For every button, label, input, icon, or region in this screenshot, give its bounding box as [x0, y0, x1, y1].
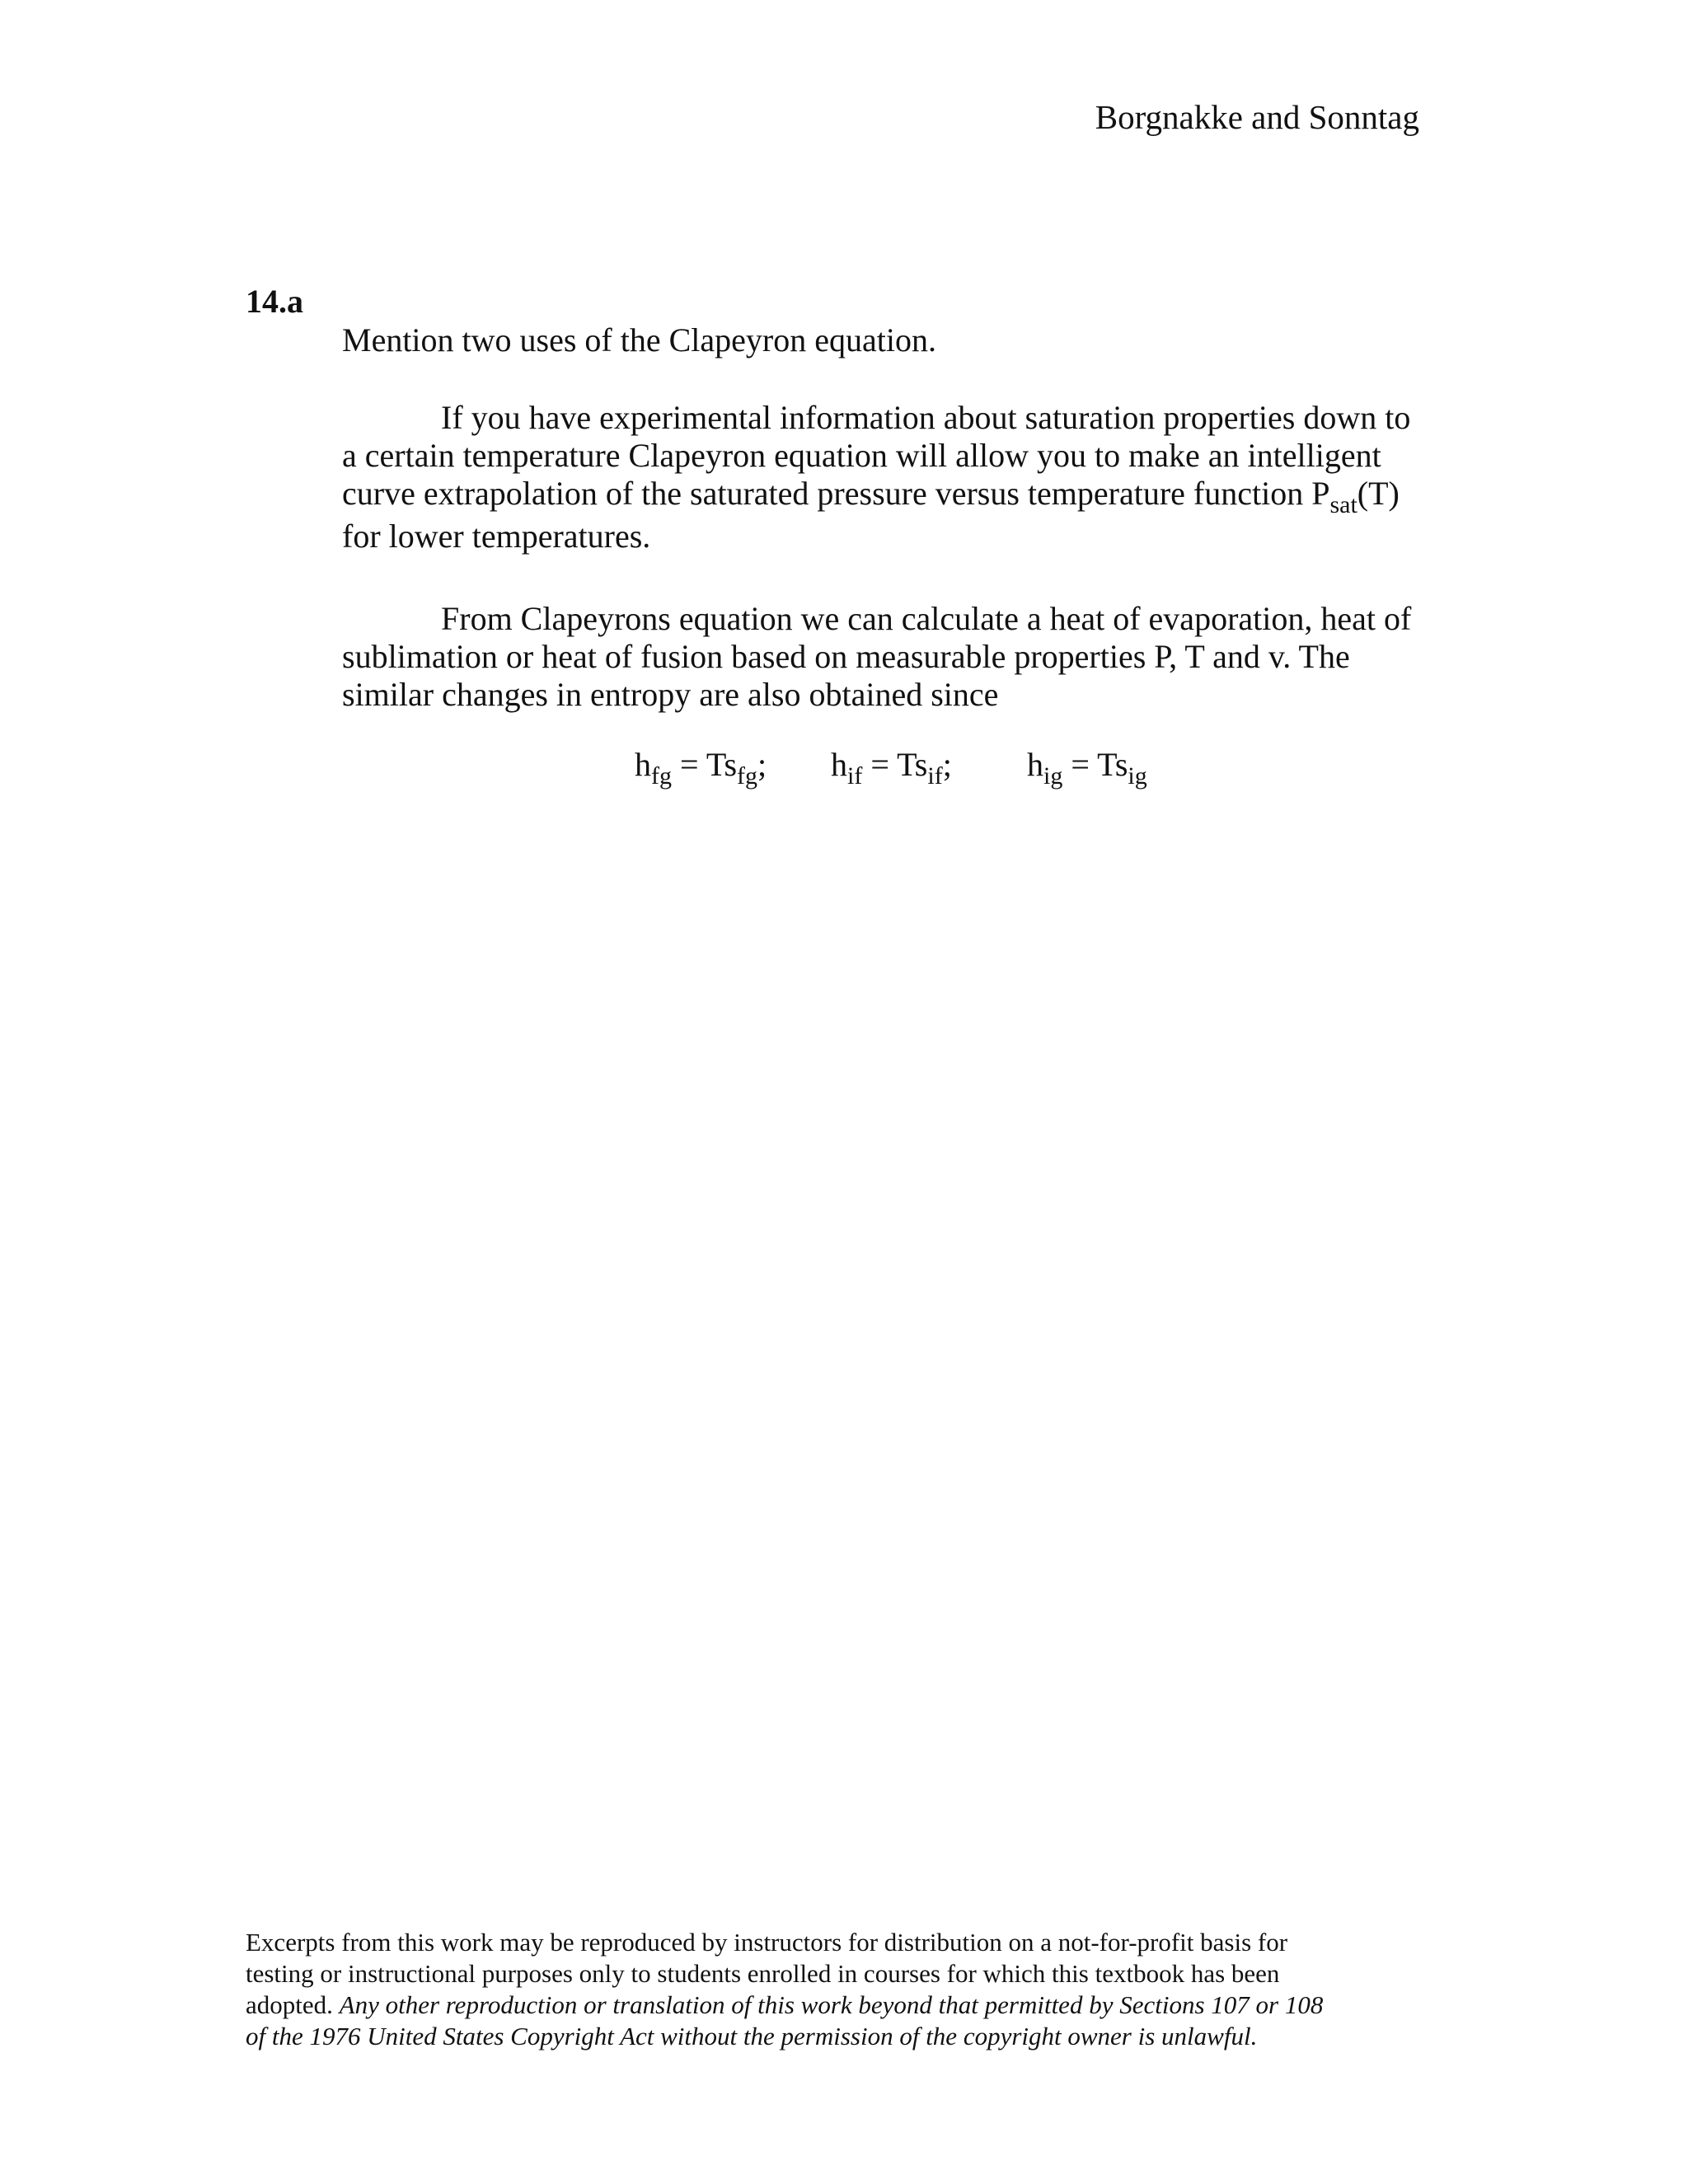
footer-line — [246, 2021, 1449, 2052]
entropy-equations — [635, 743, 1147, 790]
eq-lhs: h — [635, 746, 651, 783]
header-author: Borgnakke and Sonntag — [1095, 98, 1419, 136]
eq-mid: = Ts — [1062, 746, 1128, 783]
answer-paragraph-1 — [342, 399, 1430, 560]
paragraph-line: If you have experimental information about saturation properties down to — [441, 399, 1411, 436]
eq-mid: = Ts — [862, 746, 928, 783]
footer-italic-text: Any other reproduction or translation of this work beyond that permitted by Sections 107 or 108 — [339, 1990, 1324, 2019]
subscript: if — [927, 762, 943, 790]
footer-text: adopted. — [246, 1990, 340, 2019]
footer-line — [246, 1990, 1449, 2021]
paragraph-text: curve extrapolation of the saturated pressure versus temperature function P — [342, 475, 1330, 512]
subscript: fg — [651, 762, 672, 790]
footer-line: Excerpts from this work may be reproduced by instructors for distribution on a not-for-profit basis for — [246, 1928, 1288, 1957]
problem-body — [342, 321, 1430, 714]
eq-tail: ; — [757, 746, 767, 783]
footer-italic-text: of the 1976 United States Copyright Act without the permission of the copyright owner is unlawful. — [246, 2022, 1258, 2050]
paragraph-line: From Clapeyrons equation we can calculate a heat of evaporation, heat of — [441, 600, 1412, 637]
paragraph-line: similar changes in entropy are also obtained since — [342, 676, 999, 713]
paragraph-text: (T) — [1357, 475, 1400, 512]
equation-fg — [635, 743, 831, 790]
paragraph-line: a certain temperature Clapeyron equation will allow you to make an intelligent — [342, 437, 1381, 474]
paragraph-line: sublimation or heat of fusion based on measurable properties P, T and v. The — [342, 638, 1350, 675]
subscript: ig — [1128, 762, 1147, 790]
footer-line: testing or instructional purposes only to students enrolled in courses for which this textbook has been — [246, 1959, 1280, 1988]
eq-lhs: h — [831, 746, 847, 783]
copyright-footer — [246, 1927, 1449, 2052]
eq-tail: ; — [942, 746, 952, 783]
answer-paragraph-2 — [342, 600, 1430, 714]
paragraph-line — [342, 475, 1430, 518]
subscript: fg — [737, 762, 758, 790]
equation-if — [831, 743, 1027, 790]
eq-lhs: h — [1027, 746, 1043, 783]
subscript: sat — [1329, 491, 1357, 518]
problem-number: 14.a — [246, 283, 303, 320]
subscript: ig — [1043, 762, 1063, 790]
paragraph-line: for lower temperatures. — [342, 518, 651, 555]
eq-mid: = Ts — [672, 746, 738, 783]
equation-ig — [1027, 743, 1147, 790]
question-text: Mention two uses of the Clapeyron equation. — [342, 321, 936, 359]
subscript: if — [847, 762, 863, 790]
